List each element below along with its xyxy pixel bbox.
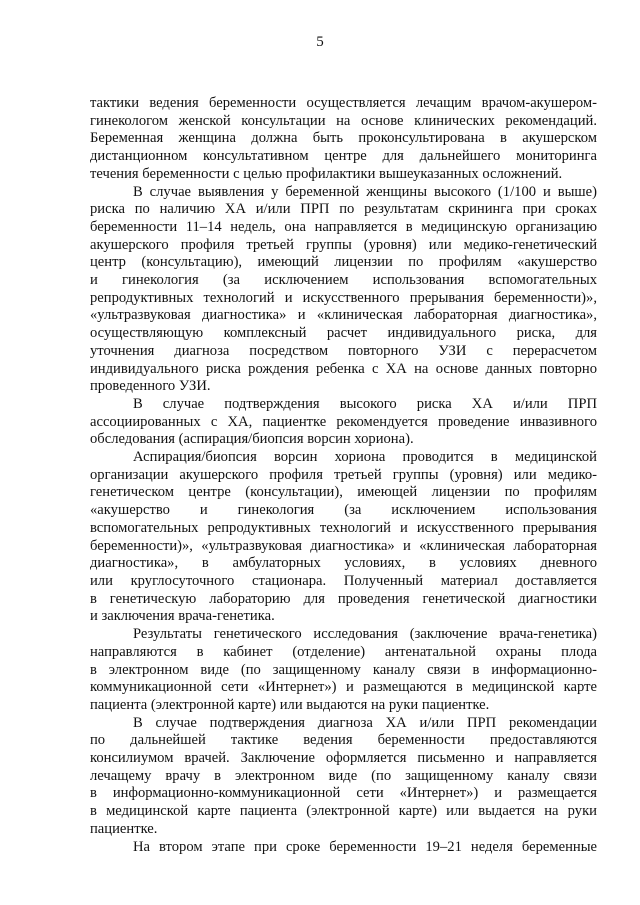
text-line: по дальнейшей тактике ведения беременности предоставляются [90, 732, 597, 749]
text-line: гинекологом женской консультации на основе клинических рекомендаций. [90, 112, 597, 129]
text-line: Аспирация/биопсия ворсин хориона проводится в медицинской [133, 449, 597, 466]
text-line: течения беременности с целью профилактики вышеуказанных осложнений. [90, 165, 563, 182]
text-line: в электронном виде (по защищенному каналу связи в информационно- [90, 661, 597, 678]
text-line: уточнения диагноза посредством повторного УЗИ с перерасчетом [90, 342, 597, 359]
text-line: индивидуального риска рождения ребенка с ХА на основе данных повторно [90, 360, 597, 377]
text-line: репродуктивных технологий и искусственного прерывания беременности)», [90, 289, 597, 306]
text-line: проведенного УЗИ. [90, 378, 211, 395]
page-number: 5 [316, 34, 324, 50]
text-line: осуществляющую комплексный расчет индивидуального риска, для [90, 325, 597, 342]
text-line: в информационно-коммуникационной сети «Интернет») и размещается [90, 785, 597, 802]
text-line: направляются в кабинет (отделение) антенатальной охраны плода [90, 643, 597, 660]
text-line: консилиумом врачей. Заключение оформляется письменно и направляется [90, 750, 597, 767]
paragraph-1 [90, 95, 597, 184]
text-line: генетическом центре (консультации), имеющей лицензии по профилям [90, 484, 597, 501]
text-line: в генетическую лабораторию для проведения генетической диагностики [90, 590, 597, 607]
text-line: и заключения врача-генетика. [90, 608, 275, 625]
text-line: риска по наличию ХА и/или ПРП по результатам скрининга при сроках [90, 201, 597, 218]
document-body [90, 95, 597, 856]
text-line: и гинекология (за исключением использования вспомогательных [90, 272, 597, 289]
paragraph-6 [90, 715, 597, 839]
text-line: вспомогательных репродуктивных технологий и искусственного прерывания [90, 519, 597, 536]
paragraph-5 [90, 626, 597, 715]
text-line: дистанционном консультативном центре для дальнейшего мониторинга [90, 148, 597, 165]
text-line: организации акушерского профиля третьей группы (уровня) или медико- [90, 466, 597, 483]
text-line: или круглосуточного стационара. Полученный материал доставляется [90, 572, 597, 589]
text-line: Результаты генетического исследования (заключение врача-генетика) [133, 626, 597, 643]
text-line: В случае выявления у беременной женщины высокого (1/100 и выше) [133, 183, 597, 200]
text-line: Беременная женщина должна быть проконсультирована в акушерском [90, 130, 597, 147]
text-line: беременности 11–14 недель, она направляется в медицинскую организацию [90, 218, 597, 235]
text-line: центр (консультацию), имеющий лицензии по профилям «акушерство [90, 254, 597, 271]
text-line: акушерского профиля третьей группы (уровня) или медико-генетический [90, 236, 597, 253]
paragraph-2 [90, 184, 597, 396]
text-line: В случае подтверждения высокого риска ХА и/или ПРП [133, 395, 597, 412]
paragraph-4 [90, 449, 597, 626]
text-line: «ультразвуковая диагностика» и «клиническая лабораторная диагностика», [90, 307, 597, 324]
text-line: диагностика», в амбулаторных условиях, в условиях дневного [90, 555, 597, 572]
text-line: обследования (аспирация/биопсия ворсин хориона). [90, 431, 414, 448]
text-line: пациента (электронной карте) или выдаются на руки пациентке. [90, 696, 490, 713]
text-line: «акушерство и гинекология (за исключением использования [90, 502, 597, 519]
paragraph-7 [90, 839, 597, 857]
text-line: беременности)», «ультразвуковая диагностика» и «клиническая лабораторная [90, 537, 597, 554]
text-line: тактики ведения беременности осуществляется лечащим врачом-акушером- [90, 95, 597, 111]
text-line: В случае подтверждения диагноза ХА и/или ПРП рекомендации [133, 714, 597, 731]
paragraph-3 [90, 396, 597, 449]
text-line: лечащему врачу в электронном виде (по защищенному каналу связи [90, 767, 597, 784]
text-line: На втором этапе при сроке беременности 19–21 неделя беременные [133, 838, 597, 855]
text-line: ассоциированных с ХА, пациентке рекомендуется проведение инвазивного [90, 413, 597, 430]
text-line: пациентке. [90, 820, 158, 837]
text-line: коммуникационной сети «Интернет») и размещаются в медицинской карте [90, 679, 597, 696]
text-line: в медицинской карте пациента (электронной карте) или выдается на руки [90, 803, 597, 820]
